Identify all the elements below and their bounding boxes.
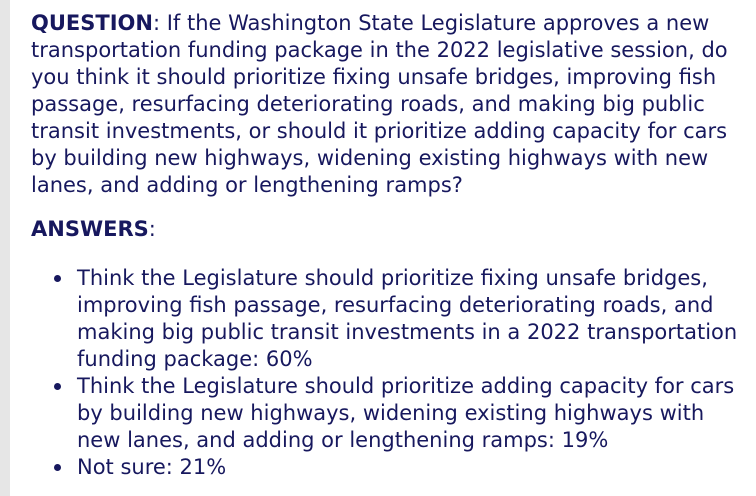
answers-separator: : [148, 217, 156, 241]
answers-list [31, 265, 746, 481]
answer-text: Not sure: 21% [77, 455, 227, 479]
question-separator: : [152, 11, 161, 35]
answer-text: Think the Legislature should prioritize fixing unsafe bridges, improving fish passage, resurfacing deteriorating roads, and making big public transit investments in a 2022 transportation funding package: 60% [77, 266, 738, 371]
answer-item [31, 373, 746, 454]
answer-text: Think the Legislature should prioritize adding capacity for cars by building new highways, widening existing highways with new lanes, and adding or lengthening ramps: 19% [77, 374, 735, 452]
question-paragraph [31, 10, 746, 200]
answers-heading [31, 216, 746, 243]
question-text: If the Washington State Legislature approves a new transportation funding package in the 2022 legislative session, do you think it should prioritize fixing unsafe bridges, improving fish passage, resurfacing deteriorating roads, and making big public transit investments, or should it prioritize adding capacity for cars by building new highways, widening existing highways with new lanes, and adding or lengthening ramps? [31, 11, 728, 197]
question-label: QUESTION [31, 11, 153, 35]
answer-item [31, 454, 746, 481]
answer-item [31, 265, 746, 373]
answers-label: ANSWERS [31, 217, 149, 241]
